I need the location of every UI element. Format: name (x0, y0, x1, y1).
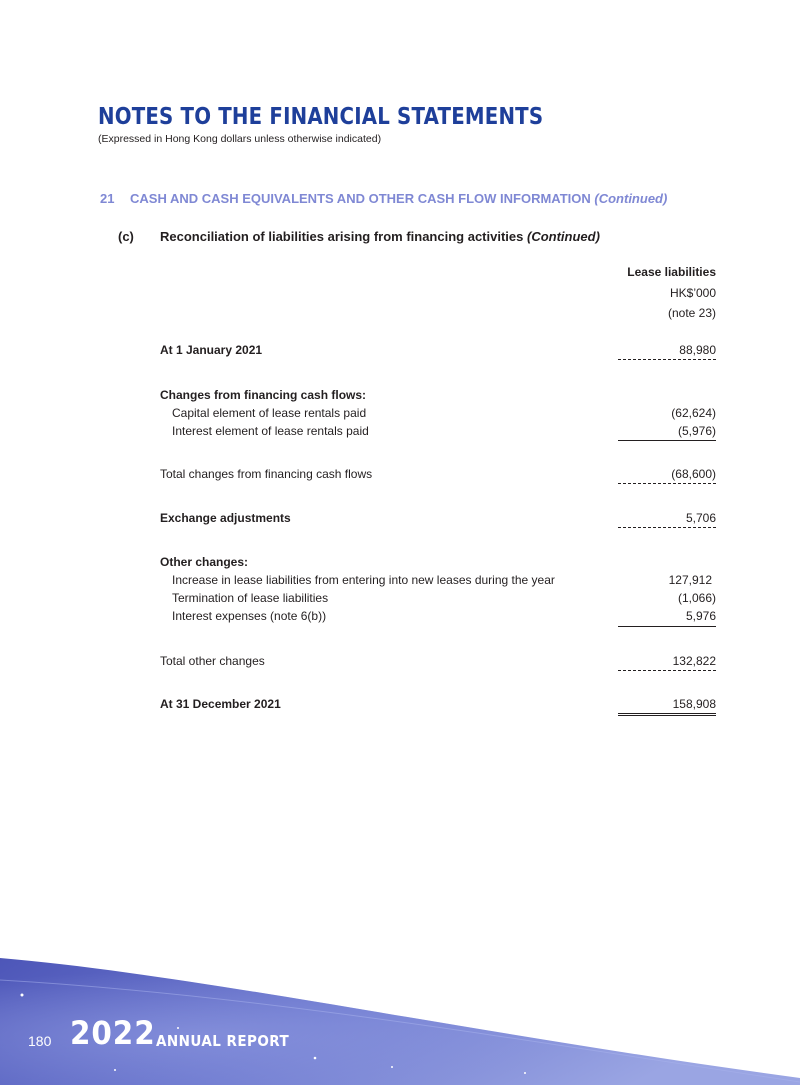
page-subtitle: (Expressed in Hong Kong dollars unless otherwise indicated) (98, 133, 382, 145)
row-label: Exchange adjustments (160, 511, 291, 525)
dashed-rule (618, 483, 716, 484)
section-number: 21 (100, 191, 115, 206)
table-row-other-heading (160, 553, 716, 571)
solid-rule (618, 440, 716, 441)
subsection-continued: (Continued) (526, 229, 600, 244)
row-label: Termination of lease liabilities (172, 591, 329, 605)
row-label: Total changes from financing cash flows (160, 467, 373, 481)
row-label: At 31 December 2021 (160, 697, 281, 711)
table-row-closing (160, 695, 716, 713)
row-value: 132,822 (672, 654, 716, 668)
section-title: CASH AND CASH EQUIVALENTS AND OTHER CASH FLOW INFORMATION (130, 191, 591, 206)
table-row-termination (160, 589, 716, 607)
table-row-interest-element (160, 422, 716, 440)
dashed-rule (618, 670, 716, 671)
row-value: (1,066) (677, 591, 716, 605)
report-year: 2022 (70, 1014, 156, 1052)
row-label: Total other changes (160, 654, 265, 668)
section-heading (100, 191, 667, 206)
page-number: 180 (28, 1033, 52, 1049)
table-row-interest-expenses (160, 607, 716, 625)
page-title: NOTES TO THE FINANCIAL STATEMENTS (98, 104, 544, 130)
double-rule (618, 713, 716, 716)
row-label: Increase in lease liabilities from entering into new leases during the year (172, 573, 555, 587)
subsection-heading (118, 229, 600, 244)
table-row-total-other (160, 652, 716, 670)
table-row-new-leases (160, 571, 716, 589)
row-value: (68,600) (671, 467, 716, 481)
column-note: (note 23) (667, 306, 716, 320)
table-row-financing-heading (160, 386, 716, 404)
row-label: Capital element of lease rentals paid (172, 406, 367, 420)
row-value: 158,908 (672, 697, 716, 711)
row-value: 5,706 (685, 511, 716, 525)
table-row-exchange (160, 509, 716, 527)
row-value: (5,976) (677, 424, 716, 438)
row-label: Other changes: (160, 555, 249, 569)
column-unit: HK$’000 (669, 286, 716, 300)
solid-rule (618, 626, 716, 627)
subsection-title: Reconciliation of liabilities arising from financing activities (160, 229, 524, 244)
row-label: Changes from financing cash flows: (160, 388, 367, 402)
row-value: 5,976 (685, 609, 716, 623)
subsection-label: (c) (118, 229, 134, 244)
column-heading: Lease liabilities (627, 265, 716, 279)
report-title: ANNUAL REPORT (156, 1032, 290, 1050)
row-value: 88,980 (679, 343, 716, 357)
table-row-capital-element (160, 404, 716, 422)
row-value: (62,624) (671, 406, 716, 420)
row-value: 127,912 (668, 573, 712, 587)
row-label: At 1 January 2021 (160, 343, 263, 357)
row-label: Interest expenses (note 6(b)) (172, 609, 327, 623)
footer-decoration (0, 940, 800, 1085)
dashed-rule (618, 359, 716, 360)
table-row-opening (160, 341, 716, 359)
row-label: Interest element of lease rentals paid (172, 424, 369, 438)
dashed-rule (618, 527, 716, 528)
section-continued: (Continued) (594, 191, 668, 206)
table-row-total-financing (160, 465, 716, 483)
